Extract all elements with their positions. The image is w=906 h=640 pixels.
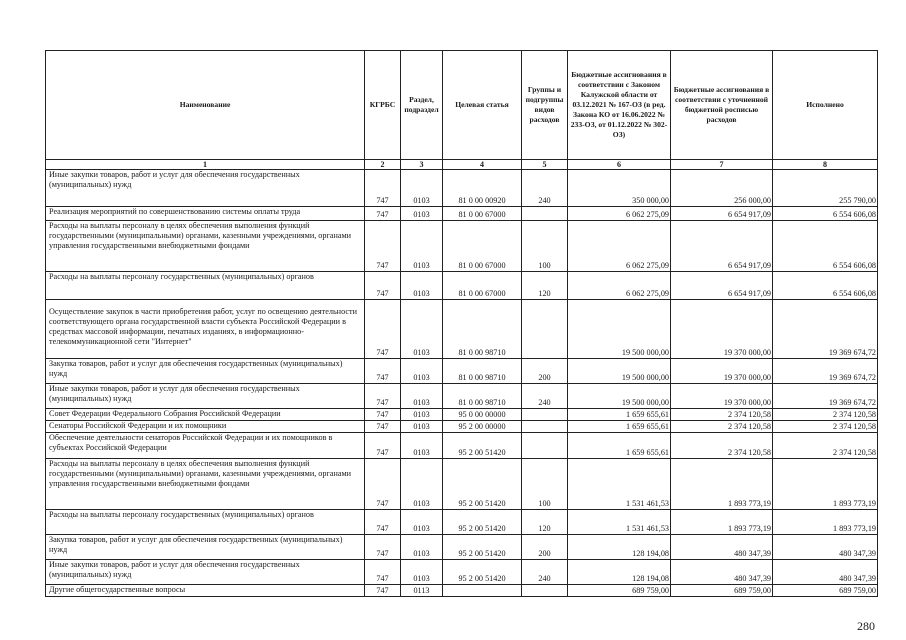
table-row: [46, 272, 878, 300]
row-target: 95 2 00 51420: [443, 510, 522, 535]
column-number: 3: [401, 160, 443, 170]
row-target: 81 0 00 00920: [443, 170, 522, 207]
column-number: 4: [443, 160, 522, 170]
row-refined: 6 654 917,09: [671, 221, 773, 272]
row-refined: 19 370 000,00: [671, 300, 773, 359]
row-section: 0103: [401, 510, 443, 535]
row-section: 0103: [401, 560, 443, 585]
row-refined: 19 370 000,00: [671, 384, 773, 409]
row-section: 0103: [401, 459, 443, 510]
row-executed: 19 369 674,72: [773, 300, 878, 359]
row-law: 689 759,00: [568, 585, 671, 597]
row-group: 240: [522, 384, 568, 409]
row-target: 95 0 00 00000: [443, 409, 522, 421]
row-law: 6 062 275,09: [568, 221, 671, 272]
row-group: [522, 409, 568, 421]
row-target: 81 0 00 67000: [443, 221, 522, 272]
row-refined: 689 759,00: [671, 585, 773, 597]
table-row: [46, 585, 878, 597]
row-refined: 480 347,39: [671, 535, 773, 560]
budget-table-sheet: [45, 50, 877, 597]
row-kgrbs: 747: [365, 409, 401, 421]
row-executed: 6 554 606,08: [773, 272, 878, 300]
row-law: 128 194,08: [568, 560, 671, 585]
row-kgrbs: 747: [365, 459, 401, 510]
row-executed: 19 369 674,72: [773, 359, 878, 384]
row-group: 240: [522, 560, 568, 585]
row-name: Закупка товаров, работ и услуг для обеспечения государственных (муниципальных) нужд: [46, 359, 365, 384]
row-target: 95 2 00 51420: [443, 535, 522, 560]
row-kgrbs: 747: [365, 384, 401, 409]
row-target: 95 2 00 51420: [443, 560, 522, 585]
header-section: Раздел, подраздел: [401, 51, 443, 160]
row-name: Другие общегосударственные вопросы: [46, 585, 365, 597]
row-group: 100: [522, 459, 568, 510]
row-executed: 480 347,39: [773, 535, 878, 560]
row-executed: 6 554 606,08: [773, 221, 878, 272]
row-executed: 2 374 120,58: [773, 421, 878, 433]
row-name: Расходы на выплаты персоналу в целях обеспечения выполнения функций государственными (муниципальными) органами, казенными учреждениями, органами управления государственными внебюджетными фондами: [46, 459, 365, 510]
table-row: [46, 459, 878, 510]
row-kgrbs: 747: [365, 510, 401, 535]
row-target: 95 2 00 51420: [443, 459, 522, 510]
row-executed: 480 347,39: [773, 560, 878, 585]
header-target: Целевая статья: [443, 51, 522, 160]
row-section: 0103: [401, 359, 443, 384]
row-name: Иные закупки товаров, работ и услуг для обеспечения государственных (муниципальных) нужд: [46, 560, 365, 585]
row-group: 100: [522, 221, 568, 272]
row-name: Расходы на выплаты персоналу государственных (муниципальных) органов: [46, 272, 365, 300]
row-kgrbs: 747: [365, 535, 401, 560]
budget-execution-table: [45, 50, 878, 597]
row-kgrbs: 747: [365, 300, 401, 359]
row-law: 128 194,08: [568, 535, 671, 560]
row-executed: 2 374 120,58: [773, 433, 878, 459]
row-kgrbs: 747: [365, 272, 401, 300]
row-law: 1 659 655,61: [568, 421, 671, 433]
row-target: 81 0 00 98710: [443, 359, 522, 384]
row-target: 95 2 00 51420: [443, 433, 522, 459]
table-row: [46, 409, 878, 421]
row-executed: 255 790,00: [773, 170, 878, 207]
row-group: 120: [522, 510, 568, 535]
row-target: 81 0 00 98710: [443, 300, 522, 359]
row-executed: 6 554 606,08: [773, 207, 878, 221]
row-group: [522, 300, 568, 359]
row-name: Совет Федерации Федерального Собрания Российской Федерации: [46, 409, 365, 421]
table-row: [46, 433, 878, 459]
column-number: 5: [522, 160, 568, 170]
row-group: 240: [522, 170, 568, 207]
row-section: 0103: [401, 207, 443, 221]
row-kgrbs: 747: [365, 170, 401, 207]
column-number: 7: [671, 160, 773, 170]
table-row: [46, 421, 878, 433]
row-refined: 6 654 917,09: [671, 207, 773, 221]
row-refined: 6 654 917,09: [671, 272, 773, 300]
row-law: 350 000,00: [568, 170, 671, 207]
column-number: 1: [46, 160, 365, 170]
row-refined: 19 370 000,00: [671, 359, 773, 384]
header-name: Наименование: [46, 51, 365, 160]
table-header-row: [46, 51, 878, 160]
row-group: [522, 207, 568, 221]
row-kgrbs: 747: [365, 207, 401, 221]
column-number-row: [46, 160, 878, 170]
row-name: Сенаторы Российской Федерации и их помощники: [46, 421, 365, 433]
row-law: 6 062 275,09: [568, 272, 671, 300]
page-number: 280: [857, 619, 875, 633]
row-law: 19 500 000,00: [568, 359, 671, 384]
row-section: 0103: [401, 272, 443, 300]
row-target: 95 2 00 00000: [443, 421, 522, 433]
row-target: 81 0 00 98710: [443, 384, 522, 409]
row-refined: 2 374 120,58: [671, 433, 773, 459]
row-name: Закупка товаров, работ и услуг для обеспечения государственных (муниципальных) нужд: [46, 535, 365, 560]
table-row: [46, 221, 878, 272]
header-kgrbs: КГРБС: [365, 51, 401, 160]
row-refined: 256 000,00: [671, 170, 773, 207]
header-law: Бюджетные ассигнования в соответствии с Законом Калужской области от 03.12.2021 № 167-ОЗ (в ред. Закона КО от 16.06.2022 № 233-ОЗ, от 01.12.2022 № 302-ОЗ): [568, 51, 671, 160]
row-section: 0103: [401, 384, 443, 409]
table-row: [46, 535, 878, 560]
row-law: 19 500 000,00: [568, 300, 671, 359]
row-law: 1 531 461,53: [568, 510, 671, 535]
row-group: 120: [522, 272, 568, 300]
row-name: Иные закупки товаров, работ и услуг для обеспечения государственных (муниципальных) нужд: [46, 170, 365, 207]
row-executed: 19 369 674,72: [773, 384, 878, 409]
row-refined: 480 347,39: [671, 560, 773, 585]
row-section: 0103: [401, 300, 443, 359]
row-law: 1 659 655,61: [568, 409, 671, 421]
row-group: 200: [522, 359, 568, 384]
row-group: 200: [522, 535, 568, 560]
row-law: 19 500 000,00: [568, 384, 671, 409]
row-kgrbs: 747: [365, 585, 401, 597]
table-row: [46, 510, 878, 535]
row-name: Иные закупки товаров, работ и услуг для обеспечения государственных (муниципальных) нужд: [46, 384, 365, 409]
row-law: 6 062 275,09: [568, 207, 671, 221]
row-section: 0103: [401, 535, 443, 560]
column-number: 8: [773, 160, 878, 170]
column-number: 6: [568, 160, 671, 170]
row-refined: 1 893 773,19: [671, 510, 773, 535]
row-law: 1 659 655,61: [568, 433, 671, 459]
table-row: [46, 560, 878, 585]
row-kgrbs: 747: [365, 359, 401, 384]
row-name: Обеспечение деятельности сенаторов Российской Федерации и их помощников в субъектах Российской Федерации: [46, 433, 365, 459]
row-refined: 1 893 773,19: [671, 459, 773, 510]
header-group: Группы и подгруппы видов расходов: [522, 51, 568, 160]
row-executed: 1 893 773,19: [773, 510, 878, 535]
row-group: [522, 421, 568, 433]
row-kgrbs: 747: [365, 433, 401, 459]
row-law: 1 531 461,53: [568, 459, 671, 510]
row-group: [522, 585, 568, 597]
row-target: 81 0 00 67000: [443, 272, 522, 300]
row-kgrbs: 747: [365, 421, 401, 433]
row-name: Расходы на выплаты персоналу в целях обеспечения выполнения функций государственными (муниципальными) органами, казенными учреждениями, органами управления государственными внебюджетными фондами: [46, 221, 365, 272]
row-group: [522, 433, 568, 459]
row-refined: 2 374 120,58: [671, 409, 773, 421]
row-target: [443, 585, 522, 597]
table-row: [46, 359, 878, 384]
row-kgrbs: 747: [365, 560, 401, 585]
row-target: 81 0 00 67000: [443, 207, 522, 221]
row-executed: 689 759,00: [773, 585, 878, 597]
header-executed: Исполнено: [773, 51, 878, 160]
row-refined: 2 374 120,58: [671, 421, 773, 433]
row-name: Расходы на выплаты персоналу государственных (муниципальных) органов: [46, 510, 365, 535]
header-refined: Бюджетные ассигнования в соответствии с уточненной бюджетной росписью расходов: [671, 51, 773, 160]
row-section: 0103: [401, 409, 443, 421]
row-section: 0113: [401, 585, 443, 597]
row-name: Осуществление закупок в части приобретения работ, услуг по освещению деятельности соответствующего органа государственной власти субъекта Российской Федерации в средствах массовой информации, печатных изданиях, в информационно-телекоммуникационной сети "Интернет": [46, 300, 365, 359]
row-executed: 2 374 120,58: [773, 409, 878, 421]
row-executed: 1 893 773,19: [773, 459, 878, 510]
column-number: 2: [365, 160, 401, 170]
table-row: [46, 384, 878, 409]
table-row: [46, 207, 878, 221]
row-section: 0103: [401, 421, 443, 433]
row-section: 0103: [401, 221, 443, 272]
row-section: 0103: [401, 433, 443, 459]
table-row: [46, 300, 878, 359]
row-name: Реализация мероприятий по совершенствованию системы оплаты труда: [46, 207, 365, 221]
table-row: [46, 170, 878, 207]
row-section: 0103: [401, 170, 443, 207]
row-kgrbs: 747: [365, 221, 401, 272]
